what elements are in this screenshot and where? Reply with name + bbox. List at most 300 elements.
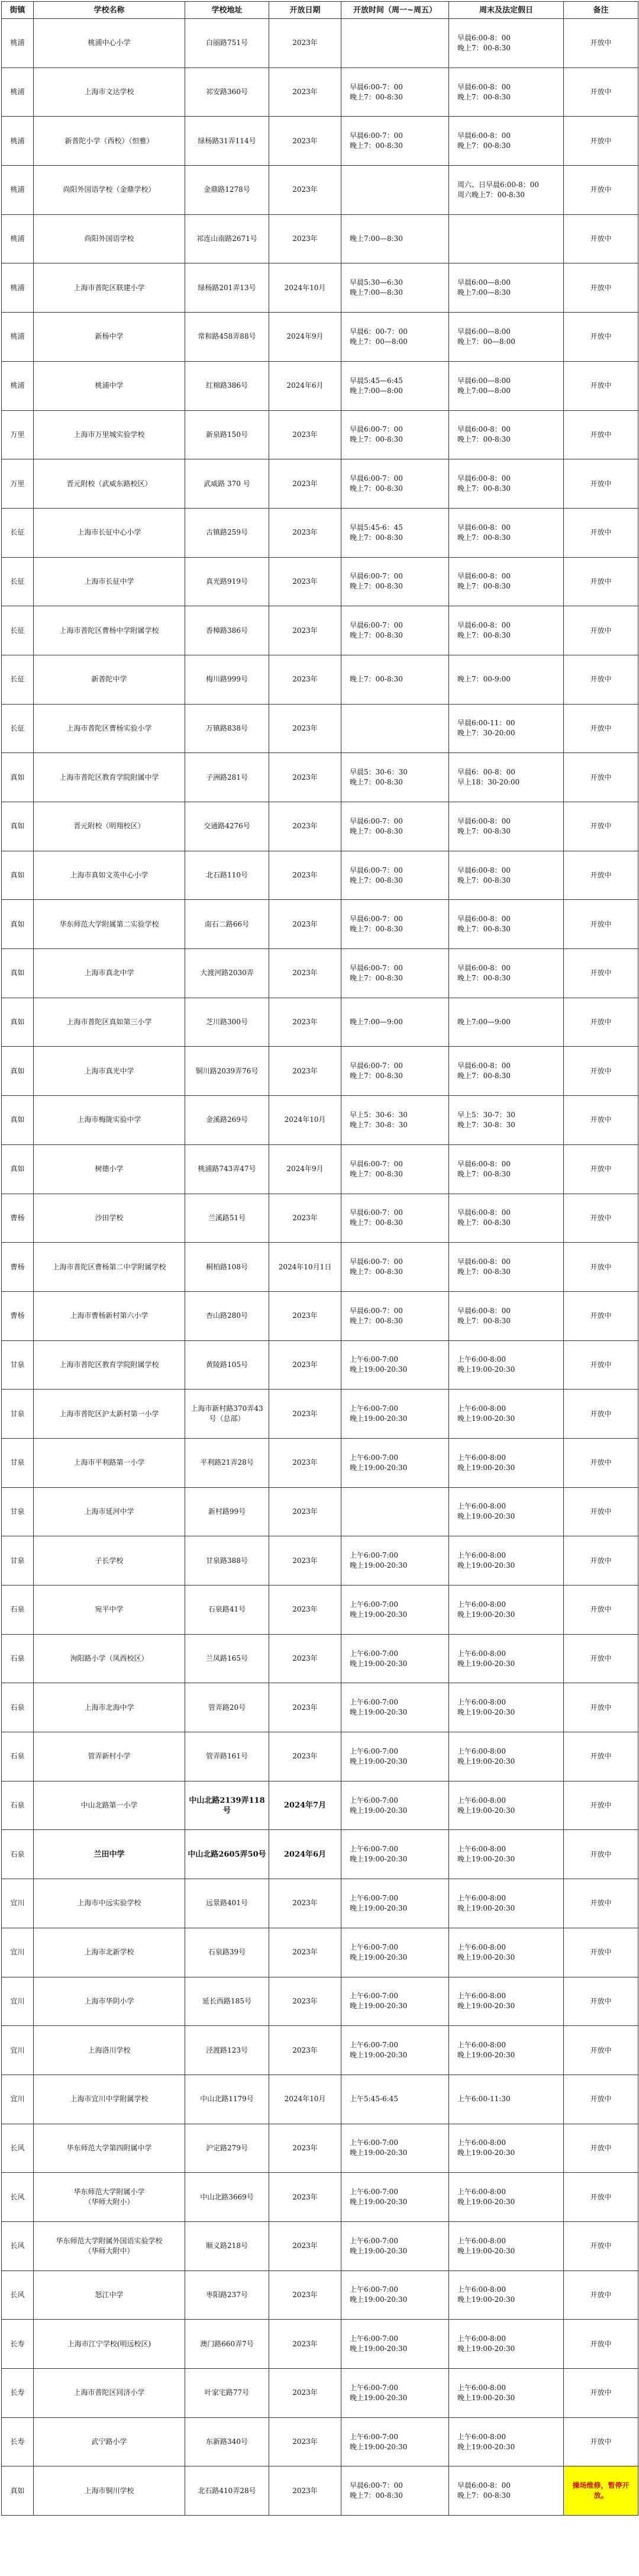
cell-date: 2023年 bbox=[269, 2026, 341, 2075]
cell-date: 2023年 bbox=[269, 655, 341, 704]
cell-weekend: 早晨6:00-8：00 晚上7：00-8:30 bbox=[449, 606, 564, 655]
cell-note: 开放中 bbox=[564, 508, 638, 557]
cell-address: 新泉路150号 bbox=[185, 410, 269, 459]
cell-weekend: 早晨6:00-8：00 晚上7：00-8:30 bbox=[449, 900, 564, 949]
cell-weekday: 早晨6:00-7：00 晚上7：00-8:30 bbox=[341, 802, 449, 851]
cell-school: 上海市中远实验学校 bbox=[34, 1879, 185, 1928]
cell-date: 2023年 bbox=[269, 1732, 341, 1781]
cell-weekend: 上午6:00-8:00 晚上19:00-20:30 bbox=[449, 1487, 564, 1536]
cell-street: 长征 bbox=[2, 704, 34, 753]
cell-weekend: 早晨6:00-8：00 晚上7：00-8:30 bbox=[449, 459, 564, 509]
cell-street: 甘泉 bbox=[2, 1340, 34, 1390]
cell-weekend: 早晨6:00-8：00 晚上7：00-8:30 bbox=[449, 117, 564, 166]
cell-date: 2024年10月 bbox=[269, 2075, 341, 2124]
table-row bbox=[2, 2124, 638, 2173]
cell-school: 上海市北新学校 bbox=[34, 1928, 185, 1977]
cell-school: 晋元附校（武威东路校区） bbox=[34, 459, 185, 509]
cell-address: 香樟路386号 bbox=[185, 606, 269, 655]
table-row bbox=[2, 2417, 638, 2466]
cell-weekday: 上午6:00-7:00 晚上19:00-20:30 bbox=[341, 1977, 449, 2026]
cell-date: 2023年 bbox=[269, 1291, 341, 1340]
cell-date: 2023年 bbox=[269, 998, 341, 1047]
cell-weekend: 早晨6:00-8：00 晚上7：00-8:30 bbox=[449, 1194, 564, 1243]
cell-note: 开放中 bbox=[564, 1144, 638, 1194]
cell-date: 2023年 bbox=[269, 1194, 341, 1243]
cell-note: 开放中 bbox=[564, 2320, 638, 2369]
cell-address: 东新路340号 bbox=[185, 2417, 269, 2466]
cell-school: 上海市真如文英中心小学 bbox=[34, 851, 185, 900]
cell-street: 桃浦 bbox=[2, 361, 34, 410]
cell-weekday: 上午6:00-7:00 晚上19:00-20:30 bbox=[341, 1732, 449, 1781]
cell-weekday bbox=[341, 1487, 449, 1536]
cell-weekday: 上午6:00-7:00 晚上19:00-20:30 bbox=[341, 1830, 449, 1879]
cell-address: 兰溪路51号 bbox=[185, 1194, 269, 1243]
cell-weekday: 上午6:00-7:00 晚上19:00-20:30 bbox=[341, 1683, 449, 1732]
cell-weekday: 上午6:00-7:00 晚上19:00-20:30 bbox=[341, 1536, 449, 1586]
table-row bbox=[2, 1879, 638, 1928]
table-row bbox=[2, 1340, 638, 1390]
cell-weekend: 上午6:00-8:00 晚上19:00-20:30 bbox=[449, 1830, 564, 1879]
cell-weekday bbox=[341, 19, 449, 68]
cell-date: 2024年9月 bbox=[269, 313, 341, 362]
cell-school: 上海市普陀区同济小学 bbox=[34, 2369, 185, 2418]
cell-school: 怒江中学 bbox=[34, 2271, 185, 2320]
cell-school: 上海市普陀区曹杨中学附属学校 bbox=[34, 606, 185, 655]
cell-weekday: 晚上7:00—9:00 bbox=[341, 998, 449, 1047]
cell-weekend: 早晨6:00-8：00 晚上7：00-8:30 bbox=[449, 1047, 564, 1096]
cell-note: 开放中 bbox=[564, 2124, 638, 2173]
cell-weekday: 早晨5：30-6：30 晚上7：00-8:30 bbox=[341, 753, 449, 802]
cell-street: 宜川 bbox=[2, 1879, 34, 1928]
cell-street: 曹杨 bbox=[2, 1291, 34, 1340]
cell-note: 开放中 bbox=[564, 2221, 638, 2271]
cell-school: 上海市普陀区教育学院附属中学 bbox=[34, 753, 185, 802]
cell-date: 2023年 bbox=[269, 410, 341, 459]
cell-address: 叶家宅路77号 bbox=[185, 2369, 269, 2418]
cell-school: 上海洛川学校 bbox=[34, 2026, 185, 2075]
cell-street: 长征 bbox=[2, 508, 34, 557]
table-row bbox=[2, 2320, 638, 2369]
cell-school: 新杨中学 bbox=[34, 313, 185, 362]
cell-street: 桃浦 bbox=[2, 313, 34, 362]
table-row bbox=[2, 1390, 638, 1439]
table-row bbox=[2, 1830, 638, 1879]
cell-weekday: 早晨5:30—6:30 晚上7:00—8:30 bbox=[341, 263, 449, 313]
cell-school: 上海市长征中学 bbox=[34, 557, 185, 606]
header-street: 街镇 bbox=[2, 2, 34, 19]
cell-date: 2023年 bbox=[269, 949, 341, 998]
cell-note: 开放中 bbox=[564, 1243, 638, 1292]
cell-note: 开放中 bbox=[564, 2417, 638, 2466]
cell-school: 华东师范大学附属外国语实验学校 （华师大附中） bbox=[34, 2221, 185, 2271]
cell-weekday: 早晨6:00-7：00 晚上7：00-8:30 bbox=[341, 2466, 449, 2516]
cell-date: 2023年 bbox=[269, 2466, 341, 2516]
cell-street: 真如 bbox=[2, 949, 34, 998]
cell-date: 2023年 bbox=[269, 1340, 341, 1390]
cell-street: 宜川 bbox=[2, 2026, 34, 2075]
cell-weekday bbox=[341, 704, 449, 753]
cell-weekday: 晚上7:00—8:30 bbox=[341, 214, 449, 263]
cell-school: 树德小学 bbox=[34, 1144, 185, 1194]
cell-street: 石泉 bbox=[2, 1732, 34, 1781]
cell-street: 桃浦 bbox=[2, 263, 34, 313]
cell-school: 上海市普陀区真如第三小学 bbox=[34, 998, 185, 1047]
cell-date: 2023年 bbox=[269, 67, 341, 117]
cell-date: 2023年 bbox=[269, 117, 341, 166]
cell-weekend: 上午6:00-8:00 晚上19:00-20:30 bbox=[449, 1586, 564, 1635]
cell-school: 上海市华阴小学 bbox=[34, 1977, 185, 2026]
cell-address: 石泉路41号 bbox=[185, 1586, 269, 1635]
cell-street: 万里 bbox=[2, 410, 34, 459]
cell-school: 上海市普陀区联建小学 bbox=[34, 263, 185, 313]
cell-address: 沪定路279号 bbox=[185, 2124, 269, 2173]
table-row bbox=[2, 2369, 638, 2418]
cell-note: 开放中 bbox=[564, 263, 638, 313]
cell-school: 上海市长征中心小学 bbox=[34, 508, 185, 557]
cell-address: 祁连山南路2671号 bbox=[185, 214, 269, 263]
cell-street: 桃浦 bbox=[2, 117, 34, 166]
cell-school: 沙田学校 bbox=[34, 1194, 185, 1243]
cell-address: 远景路401号 bbox=[185, 1879, 269, 1928]
cell-note: 开放中 bbox=[564, 459, 638, 509]
cell-note: 开放中 bbox=[564, 313, 638, 362]
cell-school: 新普陀中学 bbox=[34, 655, 185, 704]
cell-note: 开放中 bbox=[564, 2026, 638, 2075]
cell-school: 新普陀小学（西校）（恒雅） bbox=[34, 117, 185, 166]
cell-weekend: 早晨6:00-8：00 晚上7：00-8:30 bbox=[449, 802, 564, 851]
cell-address: 万镇路838号 bbox=[185, 704, 269, 753]
school-opening-table bbox=[1, 1, 638, 2516]
cell-school: 上海市北海中学 bbox=[34, 1683, 185, 1732]
cell-street: 石泉 bbox=[2, 1683, 34, 1732]
cell-date: 2024年10月 bbox=[269, 1096, 341, 1145]
table-row bbox=[2, 1732, 638, 1781]
cell-address: 兰凤路165号 bbox=[185, 1634, 269, 1683]
cell-note: 开放中 bbox=[564, 1390, 638, 1439]
cell-street: 石泉 bbox=[2, 1634, 34, 1683]
header-weekday: 开放时间（周一~周五） bbox=[341, 2, 449, 19]
cell-note: 开放中 bbox=[564, 557, 638, 606]
cell-note: 开放中 bbox=[564, 1438, 638, 1487]
cell-weekend: 上午6:00-8:00 晚上19:00-20:30 bbox=[449, 1634, 564, 1683]
cell-address: 桐柏路108号 bbox=[185, 1243, 269, 1292]
cell-weekend bbox=[449, 214, 564, 263]
table-row bbox=[2, 1438, 638, 1487]
cell-weekend: 上午6:00-8:00 晚上19:00-20:30 bbox=[449, 2124, 564, 2173]
cell-street: 宜川 bbox=[2, 2075, 34, 2124]
cell-weekend: 早晨6:00—8:00 晚上7：00—8:00 bbox=[449, 313, 564, 362]
cell-school: 中山北路第一小学 bbox=[34, 1781, 185, 1830]
cell-weekend: 晚上7:00—9:00 bbox=[449, 998, 564, 1047]
cell-note: 开放中 bbox=[564, 361, 638, 410]
cell-date: 2023年 bbox=[269, 1928, 341, 1977]
cell-address: 铜川路2039弄76号 bbox=[185, 1047, 269, 1096]
cell-address: 金溪路269号 bbox=[185, 1096, 269, 1145]
cell-weekend: 早晨6:00-8：00 晚上7：00-8:30 bbox=[449, 67, 564, 117]
cell-school: 上海市梅陇实验中学 bbox=[34, 1096, 185, 1145]
cell-date: 2024年9月 bbox=[269, 1144, 341, 1194]
cell-note: 开放中 bbox=[564, 1781, 638, 1830]
cell-date: 2023年 bbox=[269, 1438, 341, 1487]
cell-address: 管弄路20号 bbox=[185, 1683, 269, 1732]
cell-note: 开放中 bbox=[564, 1683, 638, 1732]
cell-street: 真如 bbox=[2, 802, 34, 851]
cell-address: 交通路4276号 bbox=[185, 802, 269, 851]
cell-weekend: 上午6:00-8:00 晚上19:00-20:30 bbox=[449, 2369, 564, 2418]
cell-street: 桃浦 bbox=[2, 19, 34, 68]
header-note: 备注 bbox=[564, 2, 638, 19]
cell-date: 2023年 bbox=[269, 900, 341, 949]
cell-address: 管弄路161号 bbox=[185, 1732, 269, 1781]
cell-street: 长征 bbox=[2, 606, 34, 655]
cell-school: 上海市真北中学 bbox=[34, 949, 185, 998]
cell-note: 开放中 bbox=[564, 753, 638, 802]
table-row bbox=[2, 508, 638, 557]
cell-address: 红棉路386号 bbox=[185, 361, 269, 410]
cell-weekday: 上午6:00-7:00 晚上19:00-20:30 bbox=[341, 2369, 449, 2418]
cell-weekday: 上午6:00-7:00 晚上19:00-20:30 bbox=[341, 1586, 449, 1635]
table-row bbox=[2, 1096, 638, 1145]
cell-date: 2023年 bbox=[269, 459, 341, 509]
cell-address: 北石路410弄28号 bbox=[185, 2466, 269, 2516]
table-row bbox=[2, 606, 638, 655]
table-row bbox=[2, 1243, 638, 1292]
cell-weekday: 早晨6:00-7：00 晚上7：00-8:30 bbox=[341, 117, 449, 166]
cell-weekday: 早晨6:00-7：00 晚上7：00-8:30 bbox=[341, 949, 449, 998]
table-row bbox=[2, 1487, 638, 1536]
table-row bbox=[2, 753, 638, 802]
cell-weekday: 上午6:00-7:00 晚上19:00-20:30 bbox=[341, 2124, 449, 2173]
table-row bbox=[2, 214, 638, 263]
cell-date: 2023年 bbox=[269, 2369, 341, 2418]
cell-address: 子洲路281号 bbox=[185, 753, 269, 802]
table-row bbox=[2, 2026, 638, 2075]
cell-address: 上海市新村路370弄43号（总部） bbox=[185, 1390, 269, 1439]
cell-date: 2024年10月1日 bbox=[269, 1243, 341, 1292]
cell-street: 真如 bbox=[2, 1047, 34, 1096]
cell-address: 中山北路2605弄50号 bbox=[185, 1830, 269, 1879]
cell-school: 上海市普陀区沪太新村第一小学 bbox=[34, 1390, 185, 1439]
table-row bbox=[2, 1291, 638, 1340]
cell-note: 开放中 bbox=[564, 704, 638, 753]
cell-weekend: 上午6:00-8:00 晚上19:00-20:30 bbox=[449, 1438, 564, 1487]
cell-date: 2023年 bbox=[269, 508, 341, 557]
table-row bbox=[2, 1781, 638, 1830]
cell-weekend: 上午6:00-8:00 晚上19:00-20:30 bbox=[449, 1879, 564, 1928]
cell-date: 2023年 bbox=[269, 851, 341, 900]
cell-weekday: 早晨6:00-7：00 晚上7：00-8:30 bbox=[341, 900, 449, 949]
table-row bbox=[2, 1634, 638, 1683]
cell-school: 管弄新村小学 bbox=[34, 1732, 185, 1781]
cell-address: 芝川路300号 bbox=[185, 998, 269, 1047]
cell-weekday: 早晨6:00-7：00 晚上7：00-8:30 bbox=[341, 557, 449, 606]
table-row bbox=[2, 2075, 638, 2124]
cell-street: 真如 bbox=[2, 1096, 34, 1145]
cell-note: 开放中 bbox=[564, 2075, 638, 2124]
cell-street: 桃浦 bbox=[2, 67, 34, 117]
cell-weekend: 早晨6:00-8：00 晚上7：00-8:30 bbox=[449, 2466, 564, 2516]
cell-weekday: 上午6:00-7:00 晚上19:00-20:30 bbox=[341, 2320, 449, 2369]
cell-note: 开放中 bbox=[564, 19, 638, 68]
cell-note: 开放中 bbox=[564, 67, 638, 117]
cell-weekday: 晚上7：00-8:30 bbox=[341, 655, 449, 704]
cell-date: 2024年6月 bbox=[269, 361, 341, 410]
cell-address: 中山北路3669号 bbox=[185, 2173, 269, 2222]
cell-date: 2023年 bbox=[269, 753, 341, 802]
cell-weekday: 早晨6:00-7：00 晚上7：00-8:30 bbox=[341, 67, 449, 117]
cell-weekday: 上午6:00-7:00 晚上19:00-20:30 bbox=[341, 1340, 449, 1390]
cell-address: 顺义路218号 bbox=[185, 2221, 269, 2271]
cell-address: 武威路 370 号 bbox=[185, 459, 269, 509]
cell-weekday: 上午6:00-7:00 晚上19:00-20:30 bbox=[341, 1634, 449, 1683]
cell-school: 尚阳外国语学校 bbox=[34, 214, 185, 263]
table-row bbox=[2, 1144, 638, 1194]
table-row bbox=[2, 557, 638, 606]
cell-street: 长寿 bbox=[2, 2417, 34, 2466]
cell-weekday: 早晨5:45-6：45 晚上7：00-8:30 bbox=[341, 508, 449, 557]
cell-school: 武宁路小学 bbox=[34, 2417, 185, 2466]
table-row bbox=[2, 410, 638, 459]
header-row bbox=[2, 2, 638, 19]
cell-date: 2023年 bbox=[269, 2124, 341, 2173]
cell-school: 桃浦中学 bbox=[34, 361, 185, 410]
cell-note: 开放中 bbox=[564, 1291, 638, 1340]
cell-weekday: 上午6:00-7:00 晚上19:00-20:30 bbox=[341, 2221, 449, 2271]
cell-weekday: 上午6:00-7:00 晚上19:00-20:30 bbox=[341, 1879, 449, 1928]
table-body bbox=[2, 19, 638, 2516]
cell-weekday: 早晨5:45—6:45 晚上7:00—8:00 bbox=[341, 361, 449, 410]
cell-school: 上海市延河中学 bbox=[34, 1487, 185, 1536]
cell-note: 开放中 bbox=[564, 2173, 638, 2222]
table-row bbox=[2, 2466, 638, 2516]
cell-note: 开放中 bbox=[564, 1047, 638, 1096]
table-row bbox=[2, 704, 638, 753]
cell-school: 上海市万里城实验学校 bbox=[34, 410, 185, 459]
cell-weekend: 早晨6:00-8：00 晚上7：00-8:30 bbox=[449, 19, 564, 68]
cell-address: 梅川路999号 bbox=[185, 655, 269, 704]
table-row bbox=[2, 459, 638, 509]
cell-school: 上海市江宁学校(明远校区) bbox=[34, 2320, 185, 2369]
cell-street: 曹杨 bbox=[2, 1194, 34, 1243]
cell-street: 石泉 bbox=[2, 1781, 34, 1830]
cell-street: 长风 bbox=[2, 2271, 34, 2320]
cell-school: 子长学校 bbox=[34, 1536, 185, 1586]
cell-school: 上海市铜川学校 bbox=[34, 2466, 185, 2516]
cell-note: 开放中 bbox=[564, 1732, 638, 1781]
cell-school: 洵阳路小学（凤西校区） bbox=[34, 1634, 185, 1683]
table-row bbox=[2, 1536, 638, 1586]
cell-weekend: 早晨6:00-8：00 晚上7：00-8:30 bbox=[449, 1291, 564, 1340]
cell-note: 开放中 bbox=[564, 1830, 638, 1879]
cell-school: 上海市真光中学 bbox=[34, 1047, 185, 1096]
cell-weekday: 上午6:00-7:00 晚上19:00-20:30 bbox=[341, 1781, 449, 1830]
cell-date: 2023年 bbox=[269, 1683, 341, 1732]
cell-weekday: 早晨6：00-7：00 晚上7：00—8:00 bbox=[341, 313, 449, 362]
cell-street: 甘泉 bbox=[2, 1390, 34, 1439]
cell-weekday: 上午6:00-7:00 晚上19:00-20:30 bbox=[341, 2173, 449, 2222]
table-row bbox=[2, 2271, 638, 2320]
cell-address: 桃浦路743弄47号 bbox=[185, 1144, 269, 1194]
cell-date: 2023年 bbox=[269, 214, 341, 263]
cell-date: 2024年10月 bbox=[269, 263, 341, 313]
cell-street: 长寿 bbox=[2, 2369, 34, 2418]
cell-weekday bbox=[341, 166, 449, 215]
cell-note: 开放中 bbox=[564, 1879, 638, 1928]
cell-date: 2023年 bbox=[269, 557, 341, 606]
cell-note: 开放中 bbox=[564, 1096, 638, 1145]
cell-weekend: 早晨6:00-8：00 晚上7：00-8:30 bbox=[449, 1144, 564, 1194]
cell-weekend: 上午6:00-8:00 晚上19:00-20:30 bbox=[449, 1928, 564, 1977]
cell-school: 兰田中学 bbox=[34, 1830, 185, 1879]
cell-weekday: 上午5:45-6:45 bbox=[341, 2075, 449, 2124]
cell-school: 上海市普陀区教育学院附属学校 bbox=[34, 1340, 185, 1390]
cell-weekend: 上午6:00-8:00 晚上19:00-20:30 bbox=[449, 2026, 564, 2075]
cell-school: 宛平中学 bbox=[34, 1586, 185, 1635]
cell-weekend: 上午6:00-8:00 晚上19:00-20:30 bbox=[449, 2221, 564, 2271]
cell-note: 开放中 bbox=[564, 1340, 638, 1390]
cell-weekend: 早晨6:00-8：00 晚上7：00-8:30 bbox=[449, 410, 564, 459]
cell-street: 长风 bbox=[2, 2124, 34, 2173]
cell-address: 南石二路66号 bbox=[185, 900, 269, 949]
header-address: 学校地址 bbox=[185, 2, 269, 19]
cell-street: 桃浦 bbox=[2, 166, 34, 215]
cell-street: 长征 bbox=[2, 655, 34, 704]
cell-address: 真光路919号 bbox=[185, 557, 269, 606]
cell-note: 开放中 bbox=[564, 606, 638, 655]
cell-date: 2023年 bbox=[269, 1047, 341, 1096]
cell-street: 桃浦 bbox=[2, 214, 34, 263]
cell-street: 长征 bbox=[2, 557, 34, 606]
cell-address: 延长西路185号 bbox=[185, 1977, 269, 2026]
cell-weekday: 早晨6:00-7：00 晚上7：00-8:30 bbox=[341, 1047, 449, 1096]
cell-address: 黄陵路105号 bbox=[185, 1340, 269, 1390]
cell-note: 开放中 bbox=[564, 1487, 638, 1536]
cell-address: 泾渡路123号 bbox=[185, 2026, 269, 2075]
cell-address: 石泉路39号 bbox=[185, 1928, 269, 1977]
cell-address: 古镇路259号 bbox=[185, 508, 269, 557]
cell-note: 开放中 bbox=[564, 655, 638, 704]
cell-note: 开放中 bbox=[564, 1928, 638, 1977]
cell-date: 2023年 bbox=[269, 1536, 341, 1586]
cell-weekday: 早晨6:00-7：00 晚上7：00-8:30 bbox=[341, 851, 449, 900]
cell-weekday: 上午6:00-7:00 晚上19:00-20:30 bbox=[341, 1390, 449, 1439]
cell-weekend: 早晨6:00-8：00 晚上7：00-8:30 bbox=[449, 851, 564, 900]
cell-address: 中山北路1179号 bbox=[185, 2075, 269, 2124]
cell-date: 2023年 bbox=[269, 1634, 341, 1683]
cell-school: 晋元附校（明翔校区） bbox=[34, 802, 185, 851]
cell-weekend: 上午6:00-8:00 晚上19:00-20:30 bbox=[449, 2417, 564, 2466]
cell-weekday: 上午6:00-7:00 晚上19:00-20:30 bbox=[341, 2271, 449, 2320]
cell-date: 2023年 bbox=[269, 1487, 341, 1536]
table-row bbox=[2, 1194, 638, 1243]
cell-school: 上海市宜川中学附属学校 bbox=[34, 2075, 185, 2124]
cell-date: 2023年 bbox=[269, 704, 341, 753]
cell-street: 甘泉 bbox=[2, 1487, 34, 1536]
cell-note: 开放中 bbox=[564, 2271, 638, 2320]
table-row bbox=[2, 1047, 638, 1096]
cell-note: 开放中 bbox=[564, 410, 638, 459]
cell-date: 2023年 bbox=[269, 1390, 341, 1439]
cell-note: 开放中 bbox=[564, 1977, 638, 2026]
cell-weekend: 早晨6:00-11：00 晚上7：30-20:00 bbox=[449, 704, 564, 753]
cell-weekend: 早晨6:00-8：00 晚上7：00-8:30 bbox=[449, 508, 564, 557]
cell-street: 石泉 bbox=[2, 1830, 34, 1879]
cell-date: 2023年 bbox=[269, 2320, 341, 2369]
cell-address: 枣阳路237号 bbox=[185, 2271, 269, 2320]
cell-note: 开放中 bbox=[564, 900, 638, 949]
cell-address: 绿杨路201弄13号 bbox=[185, 263, 269, 313]
cell-weekend: 早晨6:00-8：00 晚上7：00-8:30 bbox=[449, 949, 564, 998]
